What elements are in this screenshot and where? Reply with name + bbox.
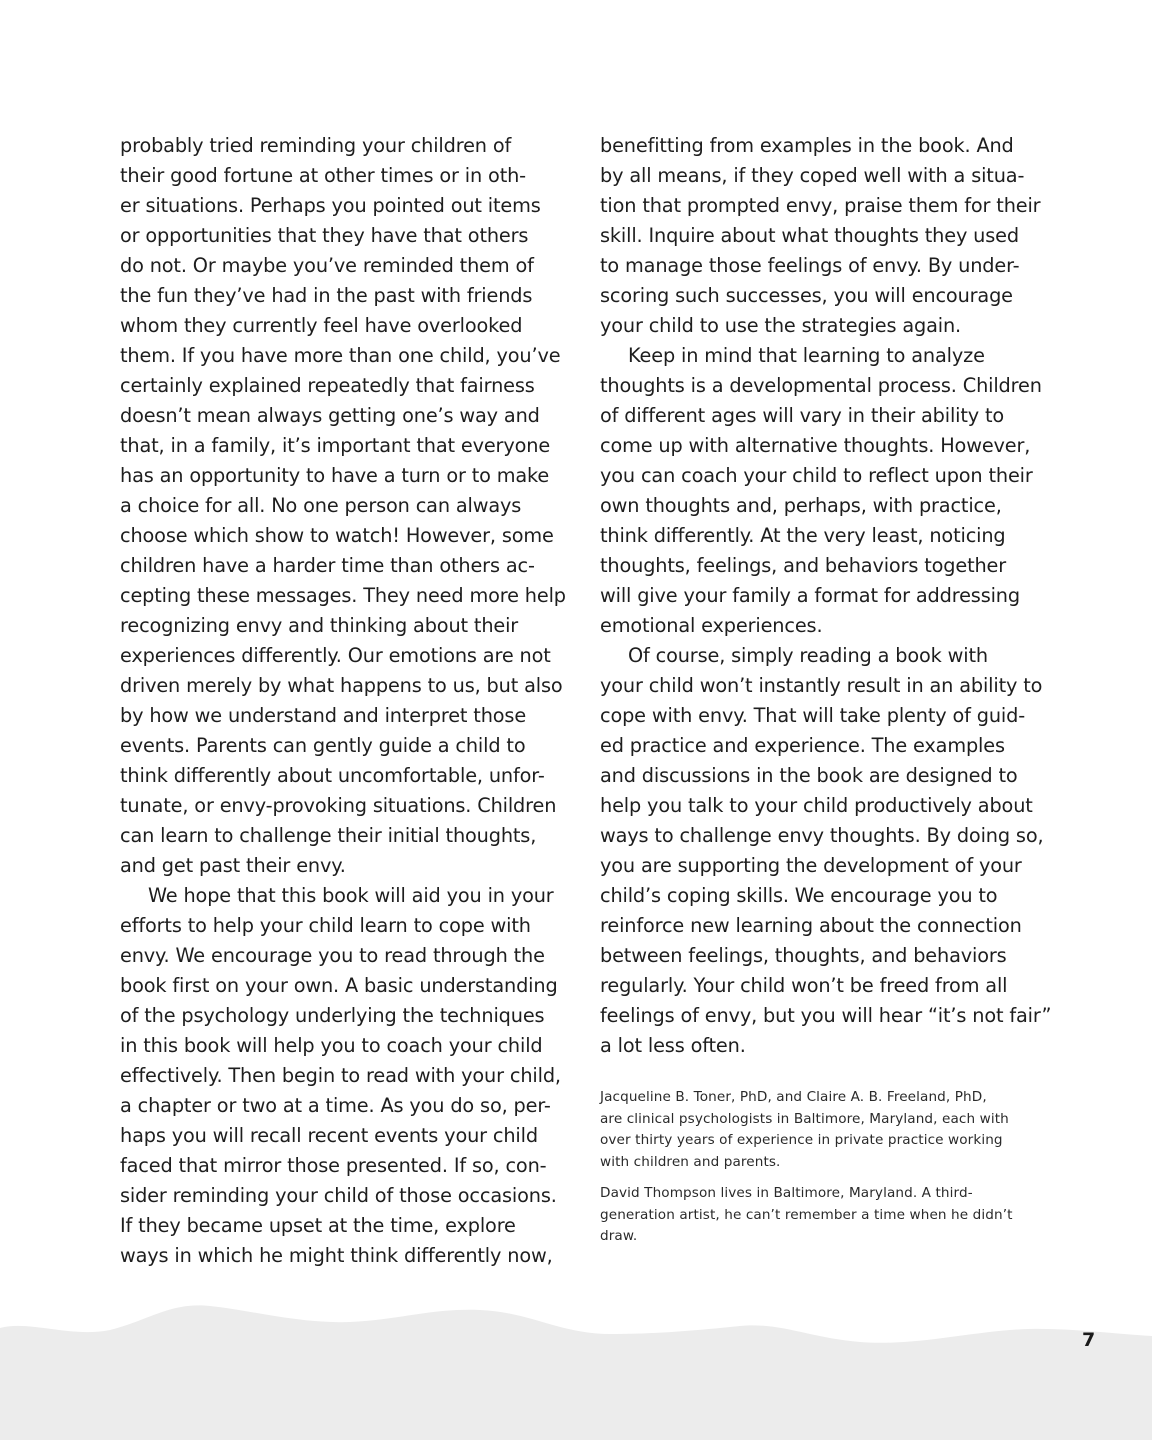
text-line: ed practice and experience. The examples (600, 734, 1005, 757)
text-line: your child to use the strategies again. (600, 314, 962, 337)
text-line: tion that prompted envy, praise them for their (600, 194, 1041, 217)
text-line: emotional experiences. (600, 614, 823, 637)
text-line: and discussions in the book are designed to (600, 764, 1018, 787)
text-line: tunate, or envy-provoking situations. Children (120, 794, 557, 817)
text-line: your child won’t instantly result in an ability to (600, 674, 1043, 697)
text-line: cepting these messages. They need more help (120, 584, 566, 607)
author-bios (600, 1087, 1040, 1258)
bio-line: generation artist, he can’t remember a time when he didn’t (600, 1206, 1013, 1223)
text-line: children have a harder time than others ac- (120, 554, 535, 577)
text-line: feelings of envy, but you will hear “it’s not fair” (600, 1004, 1052, 1027)
bio-line: Jacqueline B. Toner, PhD, and Claire A. B. Freeland, PhD, (600, 1089, 987, 1105)
text-line: effectively. Then begin to read with your child, (120, 1064, 561, 1087)
text-line: come up with alternative thoughts. However, (600, 434, 1031, 457)
text-line: help you talk to your child productively about (600, 794, 1033, 817)
text-line: of the psychology underlying the techniques (120, 1004, 545, 1027)
bio-line: draw. (600, 1228, 638, 1244)
text-line: If they became upset at the time, explore (120, 1214, 516, 1237)
text-line: by how we understand and interpret those (120, 704, 527, 727)
text-line: cope with envy. That will take plenty of guid- (600, 704, 1025, 727)
text-line: experiences differently. Our emotions are not (120, 644, 551, 667)
text-line: certainly explained repeatedly that fairness (120, 374, 535, 397)
text-line: sider reminding your child of those occasions. (120, 1184, 557, 1207)
text-line: has an opportunity to have a turn or to make (120, 464, 550, 487)
text-line: the fun they’ve had in the past with friends (120, 284, 533, 307)
text-line: scoring such successes, you will encourage (600, 284, 1013, 307)
text-line: a lot less often. (600, 1034, 746, 1057)
text-line: ways in which he might think differently now, (120, 1244, 553, 1267)
text-line: Of course, simply reading a book with (628, 644, 988, 667)
text-line: of different ages will vary in their ability to (600, 404, 1005, 427)
text-line: or opportunities that they have that others (120, 224, 529, 247)
text-line: probably tried reminding your children of (120, 134, 512, 157)
text-line: by all means, if they coped well with a situa- (600, 164, 1025, 187)
text-line: envy. We encourage you to read through the (120, 944, 545, 967)
bio-line: over thirty years of experience in private practice working (600, 1132, 1003, 1148)
bio-line: with children and parents. (600, 1153, 781, 1170)
text-line: regularly. Your child won’t be freed from all (600, 974, 1008, 997)
text-line: We hope that this book will aid you in your (148, 884, 554, 907)
text-line: think differently about uncomfortable, unfor- (120, 764, 545, 787)
text-line: child’s coping skills. We encourage you to (600, 884, 998, 907)
text-line: faced that mirror those presented. If so, con- (120, 1154, 547, 1177)
author-bio (600, 1087, 1040, 1173)
text-line: whom they currently feel have overlooked (120, 314, 523, 337)
text-line: you can coach your child to reflect upon their (600, 464, 1033, 487)
text-line: can learn to challenge their initial thoughts, (120, 824, 537, 847)
text-line: driven merely by what happens to us, but also (120, 674, 563, 697)
text-line: doesn’t mean always getting one’s way and (120, 404, 540, 427)
text-line: thoughts is a developmental process. Children (600, 374, 1042, 397)
right-text-column (600, 131, 1052, 1061)
text-line: a chapter or two at a time. As you do so, per- (120, 1094, 551, 1117)
text-line: Keep in mind that learning to analyze (628, 344, 985, 367)
text-line: think differently. At the very least, noticing (600, 524, 1006, 547)
text-line: benefitting from examples in the book. And (600, 134, 1014, 157)
text-line: choose which show to watch! However, some (120, 524, 554, 547)
text-line: between feelings, thoughts, and behaviors (600, 944, 1007, 967)
text-line: book first on your own. A basic understanding (120, 974, 558, 997)
text-line: that, in a family, it’s important that everyone (120, 434, 551, 457)
text-line: a choice for all. No one person can always (120, 494, 522, 517)
author-bio (600, 1183, 1040, 1248)
text-line: skill. Inquire about what thoughts they used (600, 224, 1019, 247)
text-line: recognizing envy and thinking about their (120, 614, 519, 637)
text-line: thoughts, feelings, and behaviors together (600, 554, 1007, 577)
text-line: reinforce new learning about the connection (600, 914, 1022, 937)
text-line: events. Parents can gently guide a child to (120, 734, 526, 757)
text-line: to manage those feelings of envy. By under- (600, 254, 1020, 277)
text-line: haps you will recall recent events your child (120, 1124, 538, 1147)
text-line: do not. Or maybe you’ve reminded them of (120, 254, 534, 277)
text-line: you are supporting the development of your (600, 854, 1022, 877)
text-line: er situations. Perhaps you pointed out items (120, 194, 541, 217)
bio-line: David Thompson lives in Baltimore, Maryland. A third- (600, 1185, 973, 1201)
text-line: own thoughts and, perhaps, with practice, (600, 494, 1002, 517)
text-line: will give your family a format for addressing (600, 584, 1020, 607)
bio-line: are clinical psychologists in Baltimore, Maryland, each with (600, 1110, 1009, 1127)
decorative-wave-footer (0, 1290, 1152, 1440)
text-line: ways to challenge envy thoughts. By doing so, (600, 824, 1044, 847)
text-line: and get past their envy. (120, 854, 346, 877)
page-number: 7 (1082, 1329, 1096, 1351)
text-line: their good fortune at other times or in oth- (120, 164, 526, 187)
text-line: in this book will help you to coach your child (120, 1034, 543, 1057)
left-text-column (120, 131, 566, 1271)
text-line: efforts to help your child learn to cope with (120, 914, 531, 937)
text-line: them. If you have more than one child, you’ve (120, 344, 561, 367)
